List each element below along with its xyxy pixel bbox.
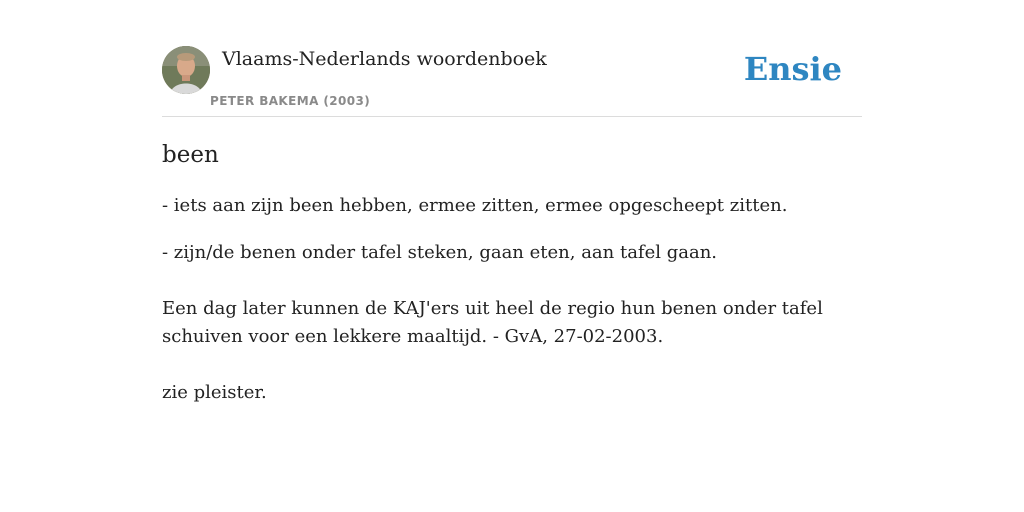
avatar[interactable]	[162, 46, 210, 94]
ensie-logo[interactable]: Ensie	[743, 50, 842, 88]
usage-example: Een dag later kunnen de KAJ'ers uit heel de regio hun benen onder tafel schuiven voor een lekkere maaltijd. - GvA, 27-02-2003.	[162, 298, 823, 347]
entry-term: been	[162, 142, 219, 168]
definition-item: - iets aan zijn been hebben, ermee zitten, ermee opgescheept zitten.	[162, 195, 788, 216]
author-photo	[162, 46, 210, 94]
dictionary-title[interactable]: Vlaams-Nederlands woordenboek	[222, 48, 547, 70]
see-also: zie pleister.	[162, 382, 267, 403]
entry-content	[162, 140, 862, 407]
header	[162, 46, 862, 117]
author-name[interactable]: PETER BAKEMA (2003)	[210, 94, 371, 108]
definition-item: - zijn/de benen onder tafel steken, gaan eten, aan tafel gaan.	[162, 242, 718, 263]
